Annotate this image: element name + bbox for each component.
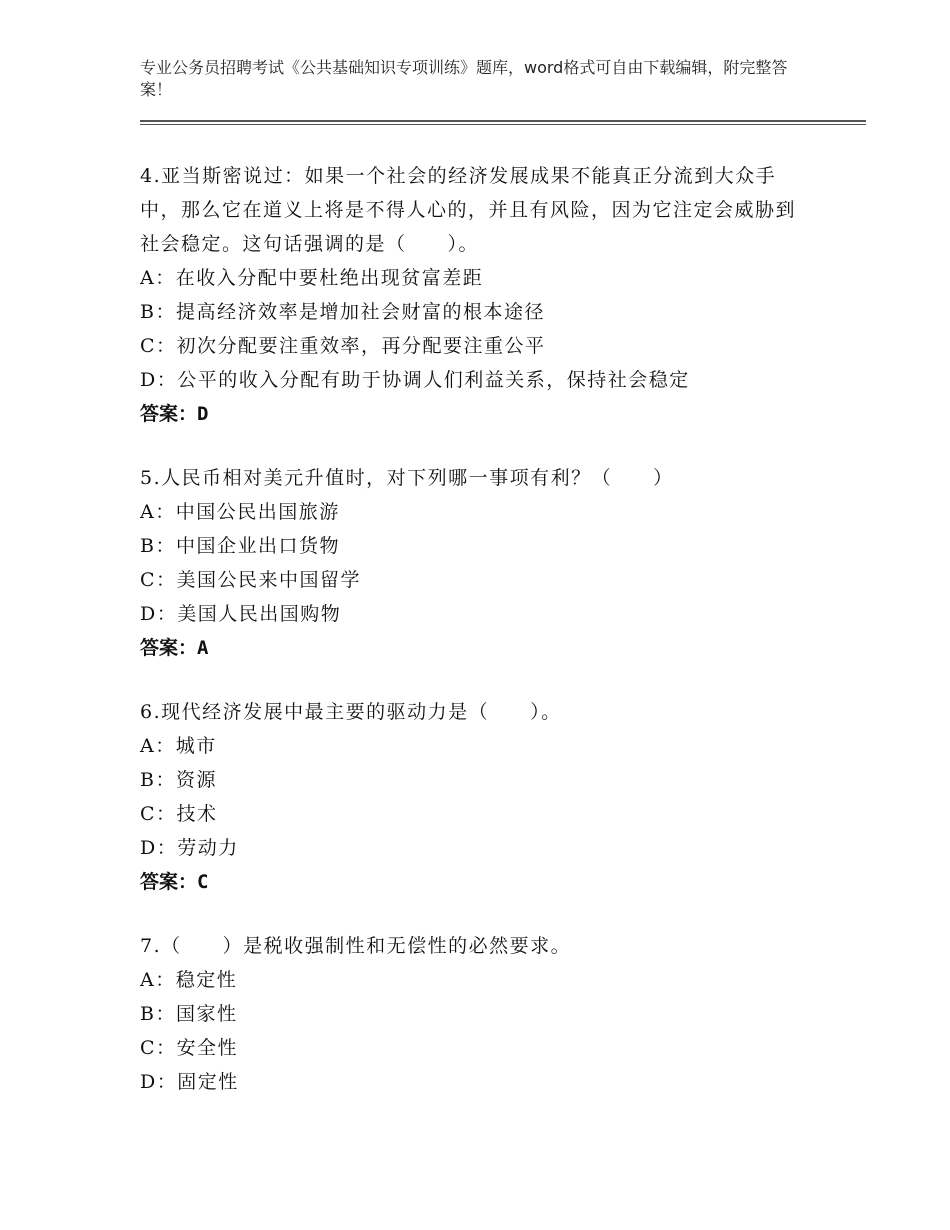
option-c: C：美国公民来中国留学 <box>140 569 362 591</box>
option-b: B：提高经济效率是增加社会财富的根本途径 <box>140 301 545 323</box>
answer-line <box>140 397 840 431</box>
option-d: D：固定性 <box>140 1071 239 1093</box>
question-6 <box>140 695 840 899</box>
answer-label: 答案： <box>140 637 198 659</box>
document-header: 专业公务员招聘考试《公共基础知识专项训练》题库，word格式可自由下载编辑，附完整答案！ <box>140 58 788 99</box>
option-d: D：公平的收入分配有助于协调人们利益关系，保持社会稳定 <box>140 369 690 391</box>
question-list <box>140 159 840 1129</box>
question-text: 5.人民币相对美元升值时，对下列哪一事项有利？（ ） <box>140 467 674 489</box>
option-a: A：在收入分配中要杜绝出现贫富差距 <box>140 267 484 289</box>
question-5 <box>140 461 840 665</box>
option-a: A：城市 <box>140 735 217 757</box>
option-d: D：美国人民出国购物 <box>140 603 342 625</box>
option-c: C：安全性 <box>140 1037 239 1059</box>
question-text: 7.（ ）是税收强制性和无偿性的必然要求。 <box>140 935 572 957</box>
option-a: A：稳定性 <box>140 969 238 991</box>
header-divider-thick <box>140 120 866 122</box>
answer-value: D <box>197 403 209 425</box>
option-c: C：初次分配要注重效率，再分配要注重公平 <box>140 335 546 357</box>
answer-value: A <box>197 637 209 659</box>
option-b: B：国家性 <box>140 1003 238 1025</box>
question-4 <box>140 159 840 431</box>
answer-value: C <box>197 871 209 893</box>
answer-line <box>140 631 840 665</box>
question-7 <box>140 929 840 1099</box>
answer-label: 答案： <box>140 871 198 893</box>
option-c: C：技术 <box>140 803 218 825</box>
header-divider-thin <box>140 124 866 125</box>
option-b: B：资源 <box>140 769 217 791</box>
option-b: B：中国企业出口货物 <box>140 535 340 557</box>
option-d: D：劳动力 <box>140 837 239 859</box>
answer-line <box>140 865 840 899</box>
question-text: 4.亚当斯密说过：如果一个社会的经济发展成果不能真正分流到大众手中，那么它在道义上将是不得人心的，并且有风险，因为它注定会威胁到社会稳定。这句话强调的是（ ）。 <box>140 165 797 255</box>
answer-label: 答案： <box>140 403 198 425</box>
option-a: A：中国公民出国旅游 <box>140 501 340 523</box>
question-text: 6.现代经济发展中最主要的驱动力是（ ）。 <box>140 701 562 723</box>
